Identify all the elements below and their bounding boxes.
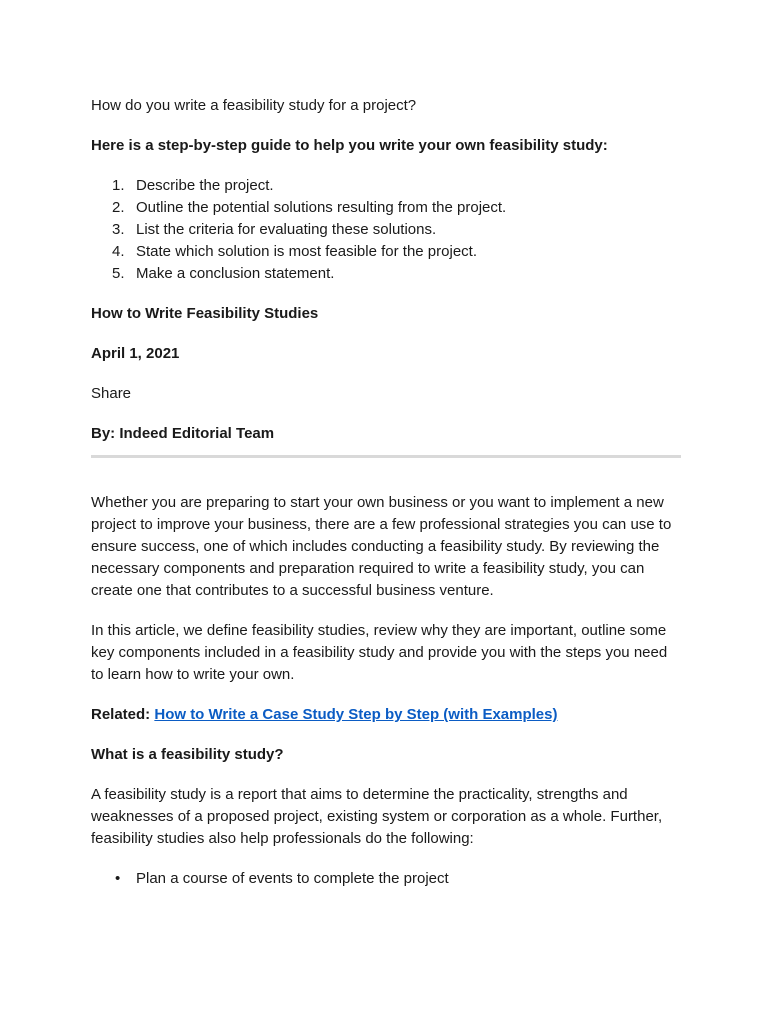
guide-heading: Here is a step-by-step guide to help you write your own feasibility study: xyxy=(91,137,608,154)
bullet-icon: • xyxy=(115,870,121,887)
list-item-text: Outline the potential solutions resulting from the project. xyxy=(136,199,507,216)
bullet-list xyxy=(91,868,681,890)
list-number: 5. xyxy=(112,265,125,282)
list-number: 3. xyxy=(112,221,125,238)
byline: By: Indeed Editorial Team xyxy=(91,425,275,442)
steps-list xyxy=(91,175,681,285)
horizontal-divider xyxy=(91,455,681,458)
list-item-text: State which solution is most feasible for the project. xyxy=(136,243,478,260)
question-text: How do you write a feasibility study for a project? xyxy=(91,97,417,114)
list-item xyxy=(91,219,681,241)
list-item xyxy=(91,197,681,219)
list-item xyxy=(91,175,681,197)
list-number: 4. xyxy=(112,243,125,260)
list-item-text: List the criteria for evaluating these solutions. xyxy=(136,221,437,238)
section-body: A feasibility study is a report that aims to determine the practicality, strengths and weaknesses of a proposed project, existing system or corporation as a whole. Further, feasibility studies also help professionals do the following: xyxy=(91,786,663,847)
related-line xyxy=(91,704,681,726)
list-item-text: Make a conclusion statement. xyxy=(136,265,335,282)
list-item-text: Plan a course of events to complete the project xyxy=(136,870,449,887)
related-label: Related: xyxy=(91,706,151,723)
intro-paragraph: Whether you are preparing to start your own business or you want to implement a new project to improve your business, there are a few professional strategies you can use to ensure success, one of which includes conducting a feasibility study. By reviewing the necessary components and preparation required to write a feasibility study, you can create one that contributes to a successful business venture. xyxy=(91,494,672,599)
share-link[interactable]: Share xyxy=(91,385,132,402)
list-item xyxy=(91,868,681,890)
related-article-link[interactable]: How to Write a Case Study Step by Step (with Examples) xyxy=(154,706,558,723)
list-item-text: Describe the project. xyxy=(136,177,274,194)
overview-paragraph: In this article, we define feasibility studies, review why they are important, outline some key components included in a feasibility study and provide you with the steps you need to learn how to write your own. xyxy=(91,622,668,683)
article-date: April 1, 2021 xyxy=(91,345,180,362)
list-item xyxy=(91,263,681,285)
list-number: 1. xyxy=(112,177,125,194)
document-page xyxy=(91,95,681,890)
section-heading: What is a feasibility study? xyxy=(91,746,284,763)
article-title: How to Write Feasibility Studies xyxy=(91,305,319,322)
list-number: 2. xyxy=(112,199,125,216)
list-item xyxy=(91,241,681,263)
